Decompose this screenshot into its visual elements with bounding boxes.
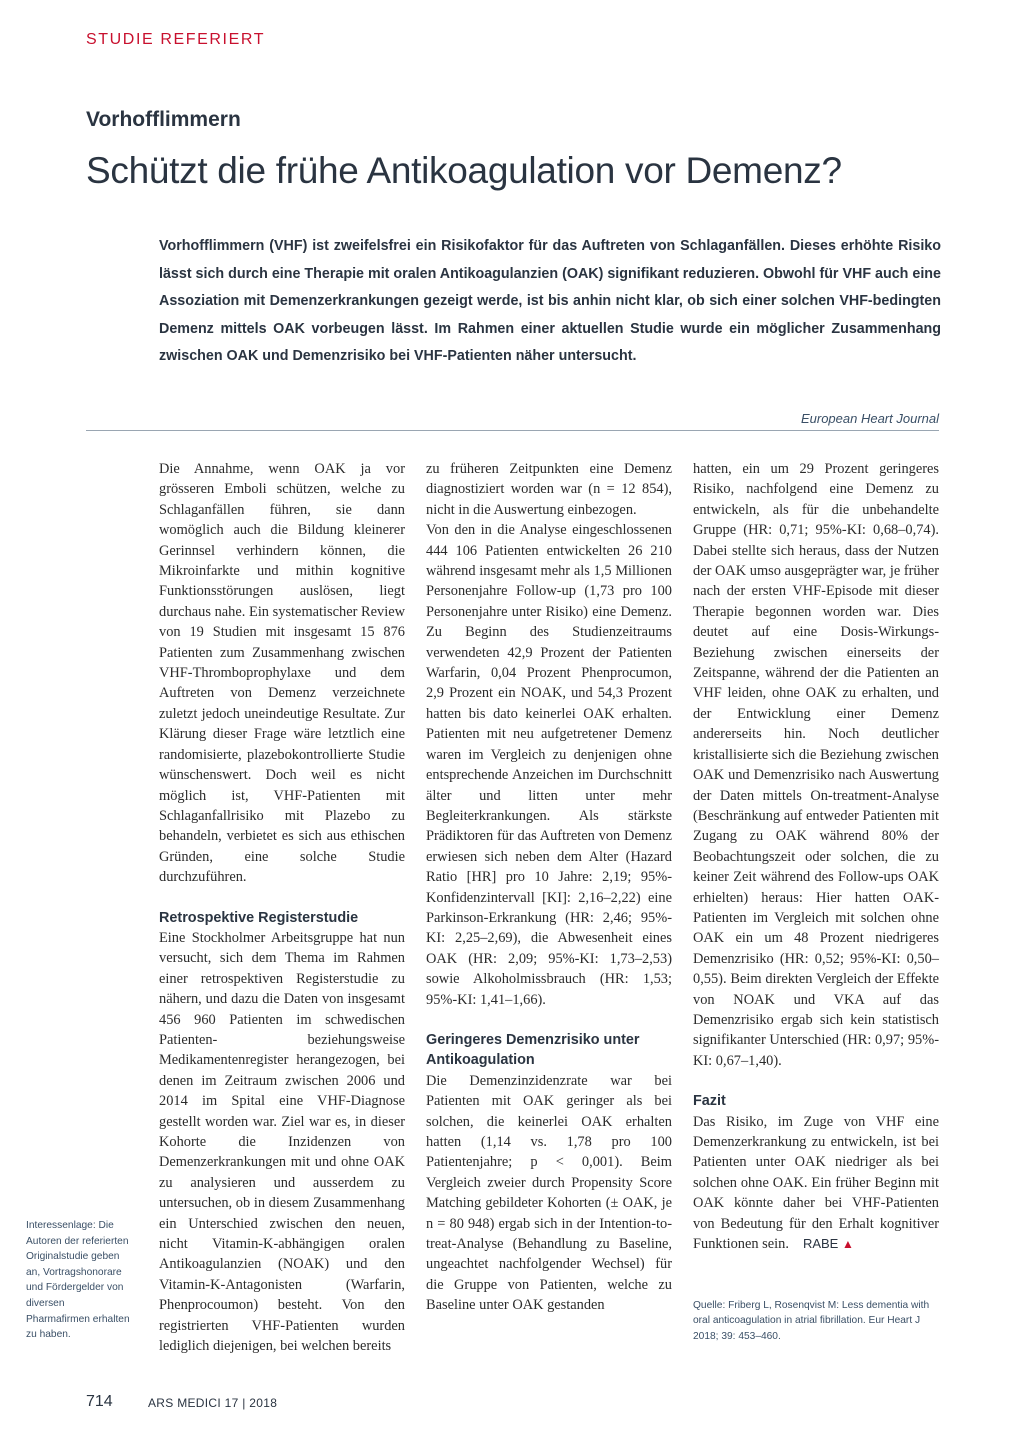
conflict-of-interest-note: Interessenlage: Die Autoren der referierten Originalstudie geben an, Vortragshonorare und Fördergelder von diversen Pharmafirmen erhalten zu haben. (26, 1220, 130, 1341)
column-1 (159, 459, 405, 1356)
register-paragraph-2: zu früheren Zeitpunkten eine Demenz diagnostiziert worden war (n = 12 854), nicht in die Auswertung einbezogen. (426, 461, 672, 518)
column-3 (693, 459, 939, 1254)
page-number: 714 (86, 1393, 113, 1410)
intro-paragraph: Die Annahme, wenn OAK ja vor grösseren Emboli schützen, welche zu Schlaganfällen führen, sie dann womöglich auch die Bildung kleinerer Gerinnsel verhindern können, die Mikroinfarkte und mithin kognitive Funktionsstörungen auslösen, liegt durchaus nahe. Ein systematischer Review von 19 Studien mit insgesamt 15 876 Patienten zum Zusammenhang zwischen VHF-Thromboprophylaxe und dem Auftreten von Demenz verzeichnete zuletzt jedoch uneindeutige Resultate. Zur Klärung dieser Frage wäre letztlich eine randomisierte, plazebokontrollierte Studie wünschenswert. Doch weil es nicht möglich ist, VHF-Patienten mit Schlaganfallrisiko mit Plazebo zu behandeln, verbietet es sich aus ethischen Gründen, eine solche Studie durchzuführen. (159, 461, 405, 886)
column-2 (426, 459, 672, 1316)
source-journal: European Heart Journal (800, 411, 939, 426)
article-title: Schützt die frühe Antikoagulation vor Demenz? (86, 150, 842, 191)
conclusion-text: Das Risiko, im Zuge von VHF eine Demenzerkrankung zu entwickeln, ist bei Patienten unter OAK niedriger als bei solchen ohne OAK. Ein früher Beginn mit OAK könnte daher bei VHF-Patienten von Bedeutung für den Erhalt kognitiver Funktionen sein. (693, 1113, 939, 1253)
journal-issue: ARS MEDICI 17 | 2018 (148, 1396, 278, 1410)
register-paragraph-3: Von den in die Analyse eingeschlossenen 444 106 Patienten entwickelten 26 210 während insgesamt mehr als 1,5 Millionen Personenjahre Follow-up (1,73 pro 100 Personenjahre unter Risiko) eine Demenz. Zu Beginn des Studienzeitraums verwendeten 42,9 Prozent der Patienten Warfarin, 0,04 Prozent Phenprocumon, 2,9 Prozent ein NOAK, und 54,3 Prozent hatten bis dato keinerlei OAK erhalten. Patienten mit neu aufgetretener Demenz waren im Vergleich zu denjenigen ohne entsprechende Anzeichen im Durchschnitt älter und litten unter mehr Begleiterkrankungen. Als stärkste Prädiktoren für das Auftreten von Demenz erwiesen sich neben dem Alter (Hazard Ratio [HR] pro 10 Jahre: 2,19; 95%-Konfidenzintervall [KI]: 2,16–2,22) eine Parkinson-Erkrankung (HR: 2,46; 95%-KI: 2,25–2,69), die Abwesenheit eines OAK (HR: 2,09; 95%-KI: 1,73–2,53) sowie Alkoholmissbrauch (HR: 1,53; 95%-KI: 1,41–1,66). (426, 522, 672, 1008)
divider-rule (86, 430, 939, 431)
article-lead: Vorhofflimmern (VHF) ist zweifelsfrei ein Risikofaktor für das Auftreten von Schlaganfällen. Dieses erhöhte Risiko lässt sich durch eine Therapie mit oralen Antikoagulanzien (OAK) signifikant reduzieren. Obwohl für VHF auch eine Assoziation mit Demenzerkrankungen gezeigt werde, ist bis anhin nicht klar, ob sich einer solchen VHF-bedingten Demenz mittels OAK vorbeugen lässt. Im Rahmen einer aktuellen Studie wurde ein möglicher Zusammenhang zwischen OAK und Demenzrisiko bei VHF-Patienten näher untersucht. (159, 238, 941, 364)
conclusion-paragraph (693, 1112, 939, 1255)
risk-paragraph-2: hatten, ein um 29 Prozent geringeres Risiko, nachfolgend eine Demenz zu entwickeln, als für die unbehandelte Gruppe (HR: 0,71; 95%-KI: 0,68–0,74). Dabei stellte sich heraus, dass der Nutzen der OAK umso ausgeprägter war, je früher nach der ersten VHF-Episode mit dieser Therapie begonnen worden war. Dies deutet auf eine Dosis-Wirkungs-Beziehung zwischen einerseits der Zeitspanne, während der die Patienten an VHF leiden, ohne OAK zu erhalten, und der Entwicklung einer Demenz andererseits hin. Noch deutlicher kristallisierte sich die Beziehung zwischen OAK und Demenzrisiko nach Auswertung der Daten mittels On-treatment-Analyse (Beschränkung auf entweder Patienten mit Zugang zu OAK während 80% der Beobachtungszeit oder solchen, die zu keiner Zeit während des Follow-ups OAK erhielten) heraus: Hier hatten OAK-Patienten im Vergleich mit solchen ohne OAK ein um 48 Prozent niedrigeres Demenzrisiko (HR: 0,52; 95%-KI: 0,50–0,55). Beim direkten Vergleich der Effekte von NOAK und VKA auf das Demenzrisiko ergab sich kein statistisch signifikanter Unterschied (HR: 0,97; 95%-KI: 0,67–1,40). (693, 461, 939, 1069)
subheading-fazit: Fazit (693, 1093, 726, 1110)
red-triangle-icon: ▲ (841, 1237, 854, 1252)
author-initials: RABE (802, 1236, 839, 1252)
section-label: STUDIE REFERIERT (86, 31, 266, 48)
register-paragraph-1: Eine Stockholmer Arbeitsgruppe hat nun versucht, sich dem Thema im Rahmen einer retrospektiven Registerstudie zu nähern, und dazu die Daten von insgesamt 456 960 Patienten im schwedischen Patienten- beziehungsweise Medikamentenregister herangezogen, bei denen im Zeitraum zwischen 2006 und 2014 im Spital eine VHF-Diagnose gestellt worden war. Ziel war es, in dieser Kohorte die Inzidenzen von Demenzerkrankungen mit und ohne OAK zu analysieren und ausserdem zu untersuchen, ob in diesem Zusammenhang ein Unterschied zwischen den neuen, nicht Vitamin-K-abhängigen oralen Antikoagulanzien (NOAK) und den Vitamin-K-Antagonisten (Warfarin, Phenprocoumon) besteht. Von den registrierten VHF-Patienten wurden lediglich diejenigen, bei welchen bereits (159, 929, 405, 1355)
subheading-registerstudie: Retrospektive Registerstudie (159, 909, 359, 926)
risk-paragraph-1: Die Demenzinzidenzrate war bei Patienten mit OAK geringer als bei solchen, die keinerlei OAK erhalten hatten (1,14 vs. 1,78 pro 100 Patientenjahre; p < 0,001). Beim Vergleich zweier durch Propensity Score Matching gebildeter Kohorten (± OAK, je n = 80 948) ergab sich in der Intention-to-treat-Analyse (Behandlung zu Baseline, ungeachtet nachfolgender Wechsel) für die Gruppe von Patienten, welche zu Baseline unter OAK gestanden (426, 1072, 672, 1314)
article-kicker: Vorhofflimmern (86, 108, 241, 131)
subheading-demenzrisiko: Geringeres Demenzrisiko unter Antikoagulation (426, 1031, 640, 1069)
source-reference: Quelle: Friberg L, Rosenqvist M: Less dementia with oral anticoagulation in atrial fibrillation. Eur Heart J 2018; 39: 453–460. (693, 1300, 930, 1342)
